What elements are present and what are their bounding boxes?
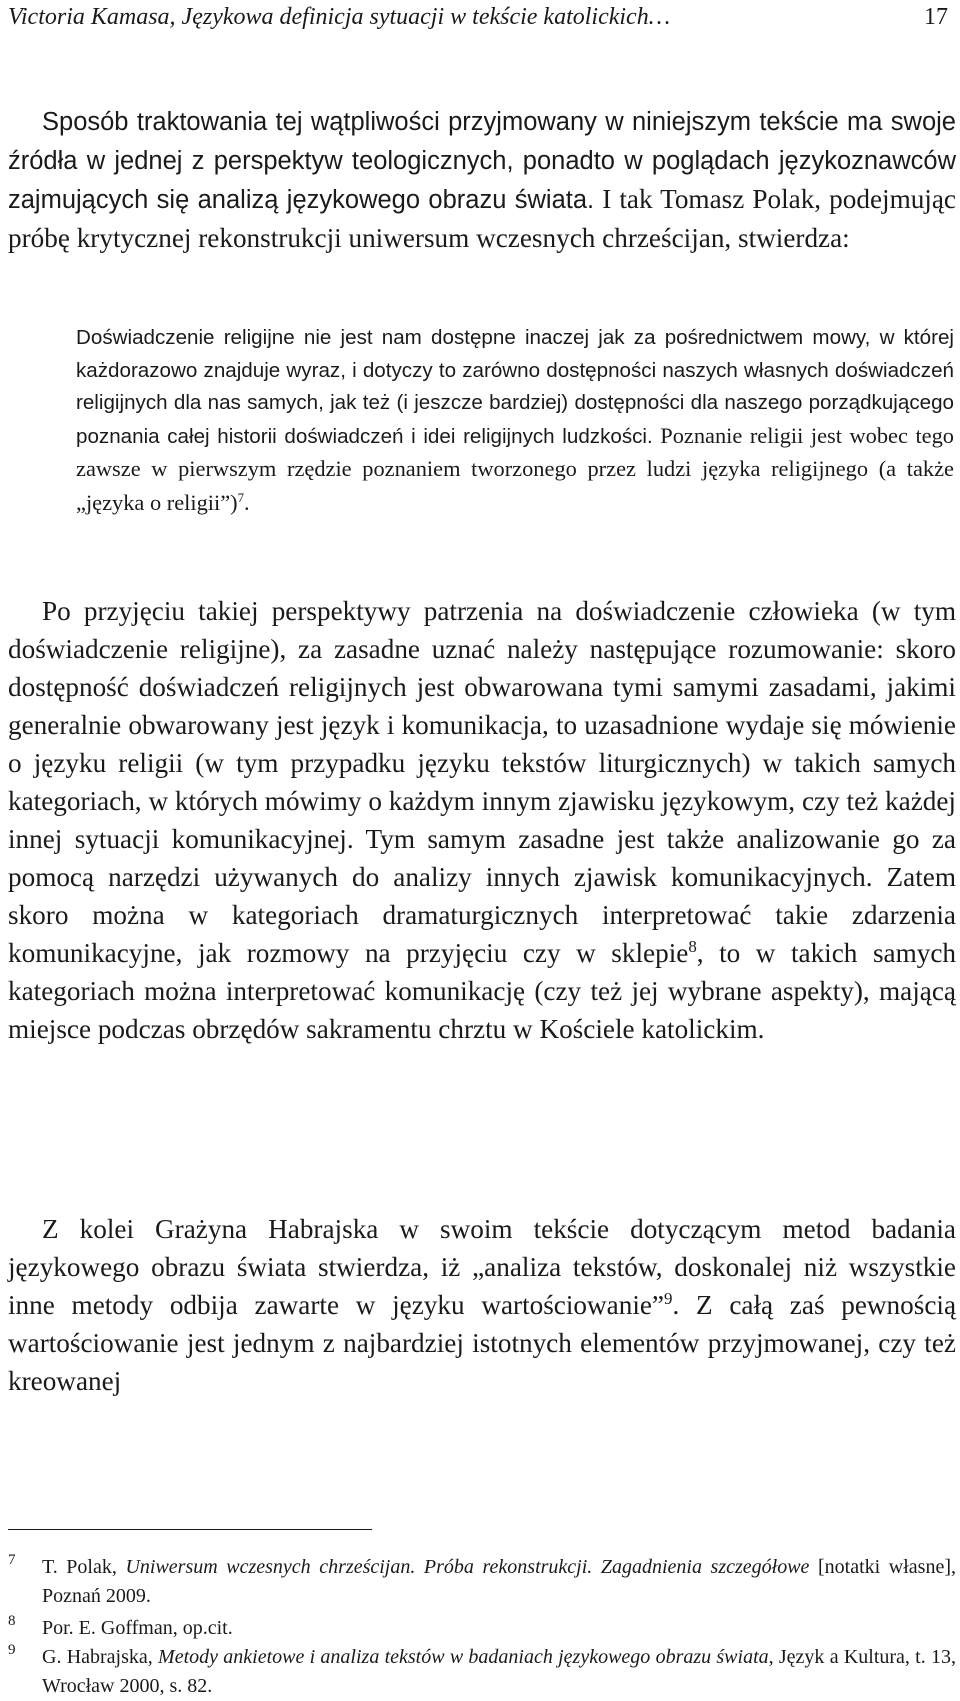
footnote-ref-9[interactable]: 9 <box>664 1288 673 1308</box>
footnote-text <box>42 1643 956 1701</box>
running-title: Victoria Kamasa, Językowa definicja sytuacji w tekście katolickich… <box>8 4 671 30</box>
block-quote-end: . <box>244 489 250 515</box>
paragraph-1-sans-text: Sposób traktowania tej wątpliwości przyjmowany w niniejszym tekście ma swoje źródła w jednej z perspektyw teologicznych, ponadto w poglądach językoznawców zajmujących się analizą językowego obrazu świata. <box>8 108 956 214</box>
paragraph-3 <box>8 1210 956 1400</box>
footnote-separator <box>8 1529 372 1530</box>
footnote-ref-8[interactable]: 8 <box>688 936 697 956</box>
paragraph-1 <box>8 102 956 257</box>
footnote-author: G. Habrajska, <box>42 1646 159 1668</box>
paragraph-2 <box>8 592 956 1048</box>
footnote-author: T. Polak, <box>42 1556 126 1578</box>
paragraph-3-text-a: Z kolei Grażyna Habrajska w swoim tekście dotyczącym metod badania językowego obrazu świata stwierdza, iż „analiza tekstów, doskonalej niż wszystkie inne metody odbija zawarte w języku wartościowanie” <box>8 1214 956 1320</box>
page-number: 17 <box>924 4 948 30</box>
paragraph-2-text-b: , to w takich samych kategoriach można interpretować komunikację (czy też jej wybrane aspekty), mającą miejsce podczas obrzędów sakramentu chrztu w Kościele katolickim. <box>8 938 956 1044</box>
footnote-8 <box>8 1614 956 1643</box>
running-header <box>8 2 948 32</box>
block-quote-text: Doświadczenie religijne nie jest nam dostępne inaczej jak za pośrednictwem mowy, w której każdorazowo znajduje wyraz, i dotyczy to zarówno dostępności naszych własnych doświadczeń religijnych dla nas samych, jak też (i jeszcze bardziej) dostępności dla naszego porządkującego poznania całej historii doświadczeń i idei religijnych ludzkości. <box>76 326 954 448</box>
footnote-7 <box>8 1553 956 1611</box>
footnote-details: [notatki własne], Poznań 2009. <box>42 1556 956 1607</box>
footnote-number: 9 <box>8 1642 16 1658</box>
paragraph-3-text-b: . Z całą zaś pewnością wartościowanie jest jednym z najbardziej istotnych elementów przyjmowanej, czy też kreowanej <box>8 1290 957 1396</box>
block-quote-serif-text: Poznanie religii jest wobec tego zawsze w pierwszym rzędzie poznaniem tworzonego przez ludzi języka religijnego (a także „języka o religii”) <box>76 422 954 515</box>
footnote-author: Por. E. Goffman, op.cit. <box>42 1617 233 1639</box>
footnote-title: Uniwersum wczesnych chrześcijan. Próba rekonstrukcji. Zagadnienia szczegółowe <box>125 1556 810 1578</box>
footnote-text <box>42 1553 956 1611</box>
paragraph-2-text-a: Po przyjęciu takiej perspektywy patrzenia na doświadczenie człowieka (w tym doświadczenie religijne), za zasadne uznać należy następujące rozumowanie: skoro dostępność doświadczeń religijnych jest obwarowana tymi samymi zasadami, jakimi generalnie obwarowany jest język i komunikacja, to uzasadnione wydaje się mówienie o języku religii (w tym przypadku języku tekstów liturgicznych) w takich samych kategoriach, w których mówimy o każdym innym zjawisku językowym, czy też każdej innej sytuacji komunikacyjnej. Tym samym zasadne jest także analizowanie go za pomocą narzędzi używanych do analizy innych zjawisk komunikacyjnych. Zatem skoro można w kategoriach dramaturgicznych interpretować takie zdarzenia komunikacyjne, jak rozmowy na przyjęciu czy w sklepie <box>8 596 956 968</box>
footnote-number: 8 <box>8 1613 16 1629</box>
footnote-9 <box>8 1643 956 1701</box>
footnote-text <box>42 1614 956 1643</box>
footnote-details: , Język a Kultura, t. 13, Wrocław 2000, s. 82. <box>42 1646 956 1697</box>
paragraph-1-serif-text: I tak Tomasz Polak, podejmując próbę krytycznej rekonstrukcji uniwersum wczesnych chrześcijan, stwierdza: <box>8 184 956 253</box>
footnote-title: Metody ankietowe i analiza tekstów w badaniach językowego obrazu świata <box>158 1646 769 1668</box>
footnote-number: 7 <box>8 1552 16 1568</box>
footnote-ref-7[interactable]: 7 <box>237 491 245 506</box>
block-quote <box>76 322 954 521</box>
